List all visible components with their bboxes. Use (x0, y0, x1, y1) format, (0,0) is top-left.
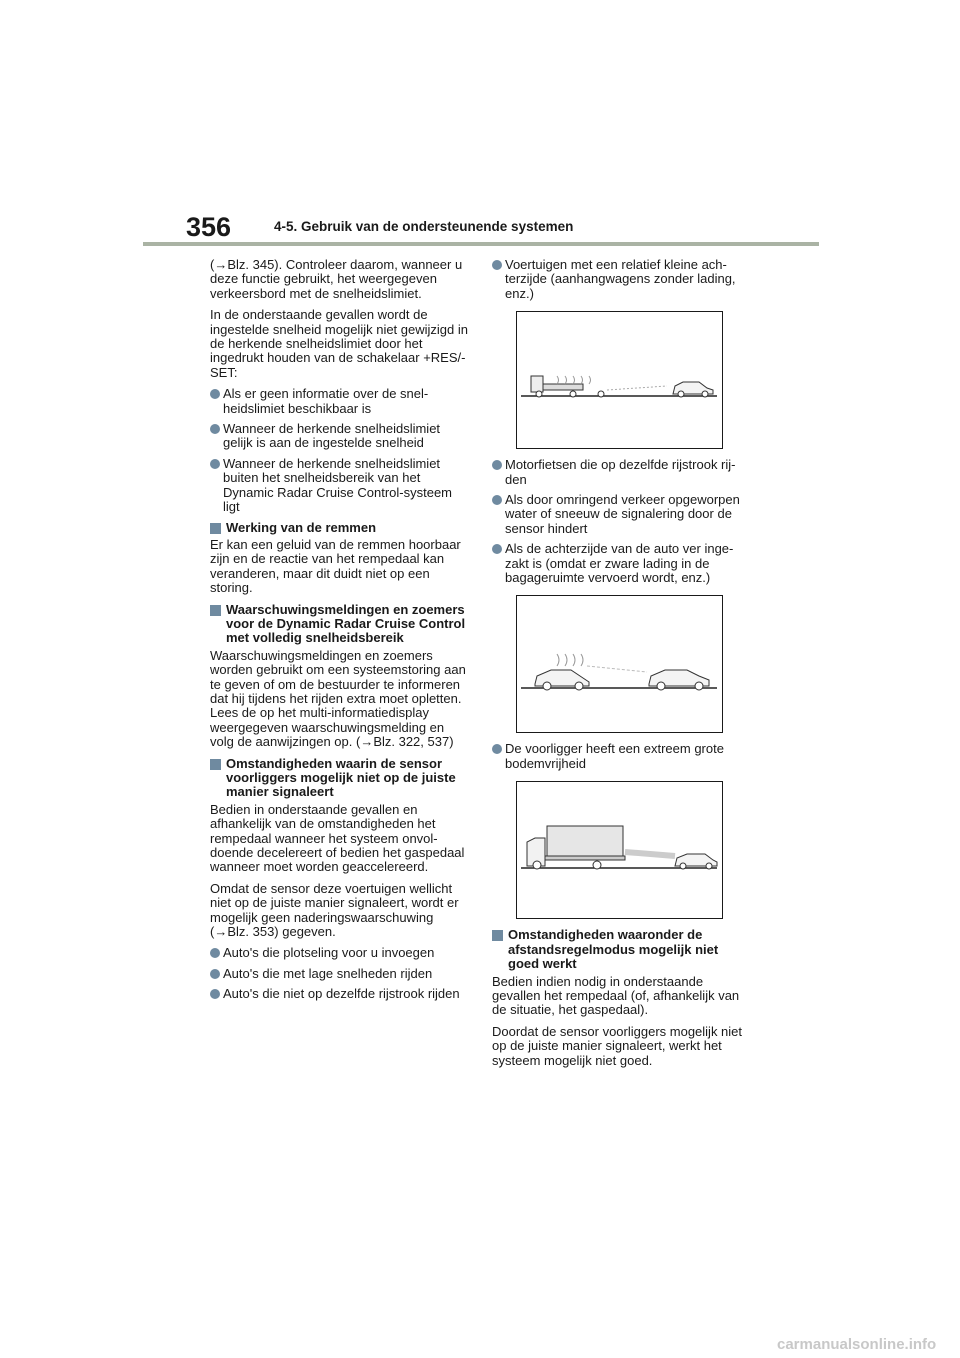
bullet-icon (492, 460, 502, 470)
bullet-item: Motorfietsen die op dezelfde rijstrook rijden (492, 458, 750, 487)
illustration-trailer (516, 311, 723, 449)
bullet-icon (492, 260, 502, 270)
paragraph: (→Blz. 345). Controleer daarom, wanneer u deze functie gebruikt, het weergegeven verkeersbord met de snelheidslimiet. (210, 257, 463, 301)
section-heading: Omstandigheden waarin de sensor voorliggers mogelijk niet op de juiste manier signaleert (210, 757, 468, 800)
bullet-icon (492, 544, 502, 554)
bullet-item: Wanneer de herkende snelheidslimiet gelijk is aan de ingestelde snelheid (210, 422, 468, 451)
bullet-icon (210, 989, 220, 999)
bullet-icon (210, 424, 220, 434)
truck-illustration-icon (517, 782, 722, 918)
bullet-icon (210, 948, 220, 958)
square-bullet-icon (492, 930, 503, 941)
bullet-item: Voertuigen met een relatief kleine achterzijde (aanhangwagens zonder lading, enz.) (492, 258, 750, 301)
section-heading: Omstandigheden waaronder de afstandsregelmodus mogelijk niet goed werkt (492, 928, 750, 971)
paragraph: Doordat de sensor voorliggers mogelijk niet op de juiste manier signaleert, werkt het systeem mogelijk niet goed. (492, 1023, 743, 1068)
sagging-car-illustration-icon (517, 596, 722, 732)
paragraph: Omdat de sensor deze voertuigen wellicht niet op de juiste manier signaleert, wordt er mogelijk geen naderingswaarschuwing (→Blz. 353) gegeven. (210, 880, 459, 940)
bullet-item: Auto's die niet op dezelfde rijstrook rijden (210, 987, 468, 1001)
bullet-item: Auto's die met lage snelheden rijden (210, 967, 468, 981)
bullet-item: Auto's die plotseling voor u invoegen (210, 946, 468, 960)
bullet-item: Wanneer de herkende snelheidslimiet buiten het snelheidsbereik van het Dynamic Radar Cruise Control-systeem ligt (210, 457, 468, 515)
bullet-icon (210, 969, 220, 979)
bullet-icon (492, 744, 502, 754)
bullet-item: De voorligger heeft een extreem grote bodemvrijheid (492, 742, 750, 771)
paragraph: Bedien indien nodig in onderstaande gevallen het rempedaal (of, afhankelijk van de situatie, het gaspedaal). (492, 973, 740, 1018)
bullet-item: Als door omringend verkeer opgeworpen water of sneeuw de signalering door de sensor hindert (492, 493, 750, 536)
square-bullet-icon (210, 523, 221, 534)
right-column (492, 258, 750, 1075)
section-heading: Werking van de remmen (210, 521, 468, 535)
square-bullet-icon (210, 759, 221, 770)
section-title: 4-5. Gebruik van de ondersteunende systemen (274, 219, 574, 234)
page-number: 356 (186, 212, 232, 242)
trailer-illustration-icon (517, 312, 722, 448)
paragraph: Bedien in onderstaande gevallen en afhankelijk van de omstandigheden het rempedaal wanneer het systeem onvoldoende decelereert of bedien het gaspedaal wanneer moet worden geaccelereerd. (210, 801, 465, 875)
square-bullet-icon (210, 605, 221, 616)
illustration-high-clearance (516, 781, 723, 919)
left-column (210, 258, 468, 1008)
bullet-item: Als er geen informatie over de snelheidslimiet beschikbaar is (210, 387, 468, 416)
paragraph: Er kan een geluid van de remmen hoorbaar zijn en de reactie van het rempedaal kan veranderen, maar dit duidt niet op een storing. (210, 536, 461, 596)
section-heading: Waarschuwingsmeldingen en zoemers voor de Dynamic Radar Cruise Control met volledig snelheidsbereik (210, 603, 468, 646)
bullet-icon (210, 459, 220, 469)
header-divider (143, 242, 819, 246)
paragraph: Waarschuwingsmeldingen en zoemers worden gebruikt om een systeemstoring aan te geven of om de bestuurder te informeren dat hij tijdens het rijden extra moet opletten. Lees de op het multi-informatiedisplay weergegeven waarschuwingsmelding en volg de aanwijzingen op. (→Blz. 322, 537) (210, 647, 466, 750)
illustration-sagging-car (516, 595, 723, 733)
paragraph: In de onderstaande gevallen wordt de ingestelde snelheid mogelijk niet gewijzigd in de herkende snelheidslimiet door het ingedrukt houden van de schakelaar +RES/-SET: (210, 307, 468, 380)
bullet-item: Als de achterzijde van de auto ver ingezakt is (omdat er zware lading in de bagageruimte vervoerd wordt, enz.) (492, 542, 750, 585)
watermark-logo: carmanualsonline.info (777, 1336, 937, 1353)
bullet-icon (492, 495, 502, 505)
bullet-icon (210, 389, 220, 399)
